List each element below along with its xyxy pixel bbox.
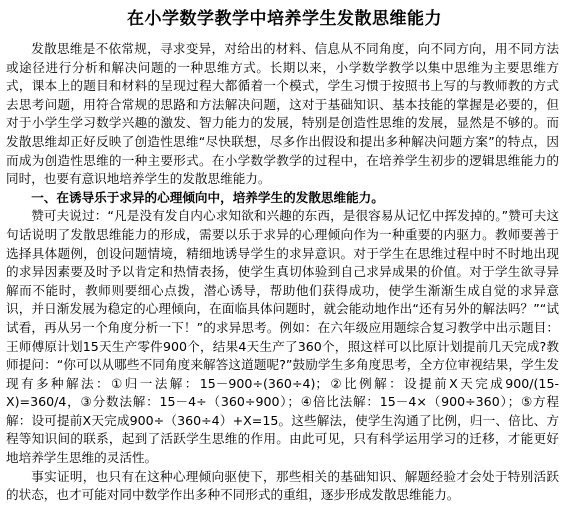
section-heading-1: 一、在诱导乐于求异的心理倾向中，培养学生的发散思维能力。 — [31, 189, 384, 205]
paragraph-section-1: 赞可夫说过：“凡是没有发自内心求知欲和兴趣的东西，是很容易从记忆中挥发掉的。”赞可夫这句话说明了发散思维能力的形成，需要以乐于求异的心理倾向作为一种重要的内驱力。教师要善于选择具体题例，创设问题情境，精细地诱导学生的求异意识。对于学生在思维过程中时不时地出现的求异因素要及时予以肯定和热情表扬，使学生真切体验到自己求异成果的价值。对于学生欲寻异解而不能时，教师则要细心点拨，潜心诱导，帮助他们获得成功，使学生渐渐生成自觉的求异意识，并日渐发展为稳定的心理倾向，在面临具体问题时，就会能动地作出“还有另外的解法吗？”“试试看，再从另一个角度分析一下！”的求异思考。例如：在六年级应用题综合复习教学中出示题目：王师傅原计划15天生产零件900个，结果4天生产了360个，照这样可以比原计划提前几天完成?教师提问：“你可以从哪些不同角度来解答这道题呢?”鼓励学生多角度思考，全方位审视结果，学生发现有多种解法：①归一法解：15－900÷(360÷4)；②比例解：设提前X天完成900/(15-X)=360/4，③分数法解：15－4÷（360÷900）；④倍比法解：15－4×（900÷360）；⑤方程解：设可提前X天完成900÷（360÷4）+X=15。这些解法，使学生沟通了比例，归一、倍比、方程等知识间的联系，起到了活跃学生思维的作用。由此可见，只有科学运用学习的迁移，才能更好地培养学生思维的灵活性。 — [6, 208, 559, 466]
paragraph-intro: 发散思维是不依常规，寻求变异，对给出的材料、信息从不同角度，向不同方向，用不同方法或途径进行分析和解决问题的一种思维方式。长期以来，小学数学教学以集中思维为主要思维方式，课本上的题目和材料的呈现过程大都循着一个模式，学生习惯于按照书上写的与教师教的方式去思考问题，用符合常规的思路和方法解决问题，这对于基础知识、基本技能的掌握是必要的，但对于小学生学习数学兴趣的激发、智力能力的发展，特别是创造性思维的发展，显然是不够的。而发散思维却正好反映了创造性思维“尽快联想，尽多作出假设和提出多种解决问题方案”的特点，因而成为创造性思维的一种主要形式。在小学数学教学的过程中，在培养学生初步的逻辑思维能力的同时，也要有意识地培养学生的发散思维能力。 — [6, 41, 559, 187]
document-title: 在小学数学教学中培养学生发散思维能力 — [127, 9, 442, 29]
paragraph-conclusion: 事实证明，也只有在这种心理倾向驱使下，那些相关的基础知识、解题经验才会处于特别活跃的状态，也才可能对同中数学作出多种不同形式的重组，逐步形成发散思维能力。 — [6, 468, 559, 503]
right-edge — [565, 0, 569, 529]
document-body — [6, 40, 559, 505]
